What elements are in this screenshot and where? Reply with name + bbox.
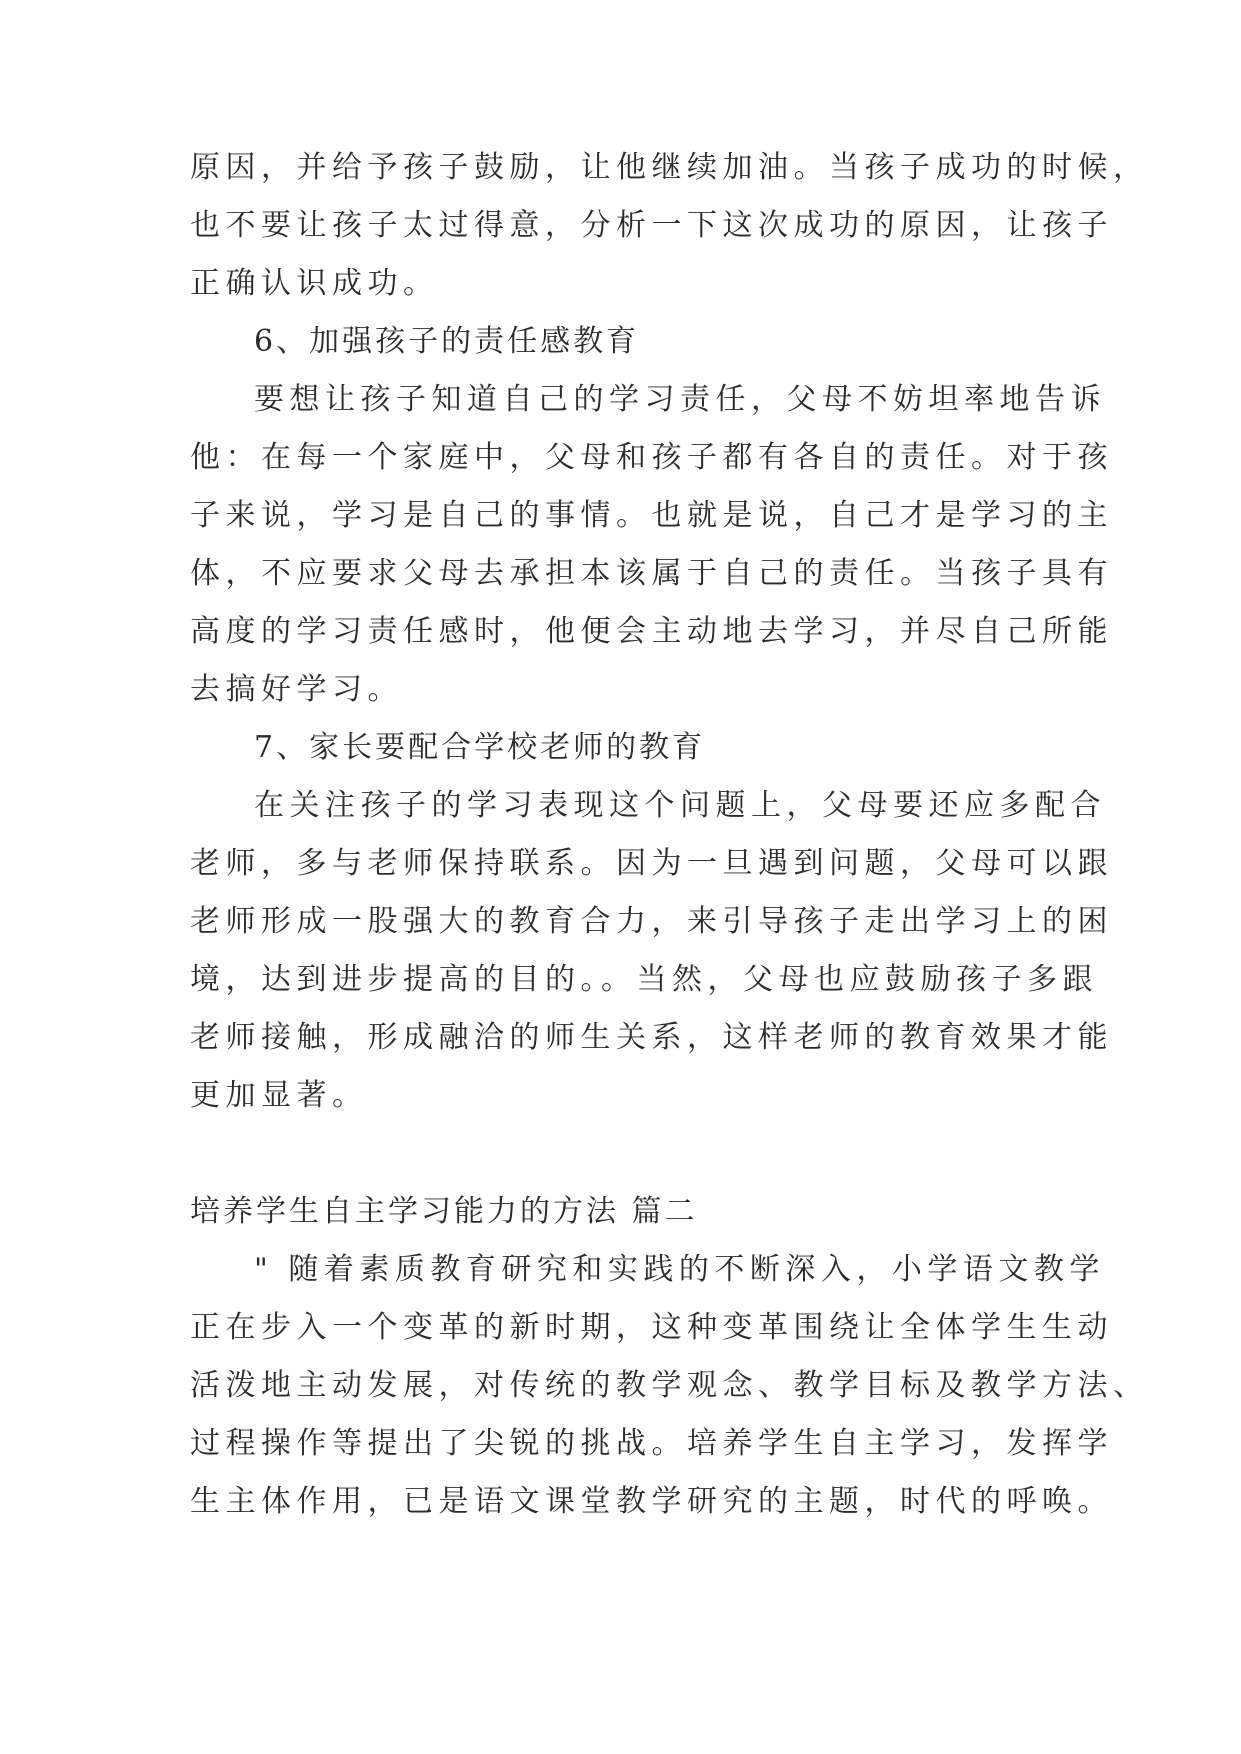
paragraph-line: 去搞好学习。: [190, 672, 403, 707]
paragraph-line: 要想让孩子知道自己的学习责任，父母不妨坦率地告诉: [254, 382, 1106, 417]
paragraph-line: 老师，多与老师保持联系。因为一旦遇到问题，父母可以跟: [190, 846, 1113, 881]
paragraph-line: 原因，并给予孩子鼓励，让他继续加油。当孩子成功的时候，: [190, 150, 1149, 185]
paragraph-line: 境，达到进步提高的目的。。当然，父母也应鼓励孩子多跟: [190, 962, 1098, 997]
paragraph-line: 体，不应要求父母去承担本该属于自己的责任。当孩子具有: [190, 556, 1113, 591]
paragraph-line: 老师接触，形成融洽的师生关系，这样老师的教育效果才能: [190, 1020, 1113, 1055]
paragraph-line: 他：在每一个家庭中，父母和孩子都有各自的责任。对于孩: [190, 440, 1113, 475]
paragraph-line: 更加显著。: [190, 1078, 368, 1113]
paragraph-line: " 随着素质教育研究和实践的不断深入，小学语文教学: [254, 1252, 1105, 1287]
paragraph-line: 生主体作用，已是语文课堂教学研究的主题，时代的呼唤。: [190, 1484, 1113, 1519]
paragraph-line: 正在步入一个变革的新时期，这种变革围绕让全体学生生动: [190, 1310, 1113, 1345]
paragraph-line: 在关注孩子的学习表现这个问题上，父母要还应多配合: [254, 788, 1106, 823]
paragraph-line: 也不要让孩子太过得意，分析一下这次成功的原因，让孩子: [190, 208, 1113, 243]
item-7-heading: 7、家长要配合学校老师的教育: [254, 730, 706, 765]
section-title: 培养学生自主学习能力的方法 篇二: [190, 1194, 698, 1229]
paragraph-line: 过程操作等提出了尖锐的挑战。培养学生自主学习，发挥学: [190, 1426, 1113, 1461]
paragraph-line: 子来说，学习是自己的事情。也就是说，自己才是学习的主: [190, 498, 1113, 533]
item-6-heading: 6、加强孩子的责任感教育: [254, 324, 640, 359]
paragraph-line: 老师形成一股强大的教育合力，来引导孩子走出学习上的困: [190, 904, 1113, 939]
paragraph-line: 高度的学习责任感时，他便会主动地去学习，并尽自己所能: [190, 614, 1113, 649]
paragraph-line: 正确认识成功。: [190, 266, 439, 301]
paragraph-line: 活泼地主动发展，对传统的教学观念、教学目标及教学方法、: [190, 1368, 1149, 1403]
